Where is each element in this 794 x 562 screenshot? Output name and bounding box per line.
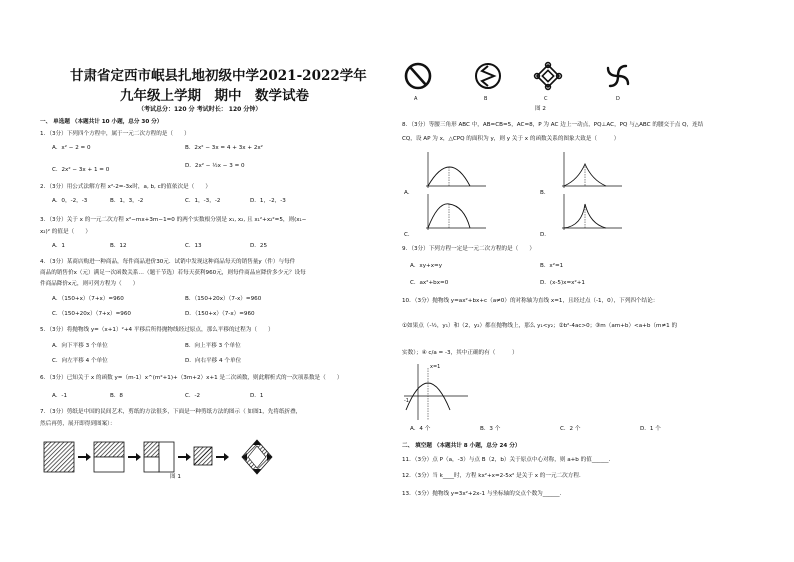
q2-option-b: B．1，3，-2	[110, 198, 144, 204]
question-10-cont-2: 实数）；④ c/a = -3，其中正确的有（ ）	[402, 350, 518, 356]
q9-option-a: A．xy+x=y	[410, 263, 443, 269]
q5-option-a: A．向下平移 3 个单位	[52, 343, 108, 349]
question-7-cont: 然后再剪，展开即得到图案）：	[40, 421, 116, 427]
fig2-label-a: A	[414, 96, 418, 102]
question-9: 9．（3分）下列方程一定是一元二次方程的是（ ）	[402, 246, 535, 252]
question-8: 8．（3分）等腰三角形 ABC 中，AB=CB=5，AC=8，P 为 AC 边上一动点，PQ⊥AC，PQ 与△ABC 的腰交于点 Q，连结	[402, 122, 704, 128]
question-3-cont: x₂)² 的值是（ ）	[40, 229, 91, 235]
question-2: 2．（3分）用公式法解方程 x²-2=-3x时，a, b, c的值依次是（ ）	[40, 184, 212, 190]
q10-parabola-graph	[402, 362, 472, 422]
q1-option-b: B．2x² − 3x = 4 + 3x + 2x²	[185, 145, 263, 151]
question-4-cont-2: 件商品降价x元，则可列方程为（ ）	[40, 281, 139, 287]
fig2-label-d: D	[616, 96, 620, 102]
question-10: 10．（3分）抛物线 y=ax²+bx+c（a≠0）的对称轴为直线 x=1，且经过点（-1，0），下列四个结论：	[402, 298, 659, 304]
title-line-1: 甘肃省定西市岷县扎地初级中学2021-2022学年	[70, 68, 367, 84]
q8-option-c: C．	[404, 232, 414, 238]
q10-option-a: A．4 个	[410, 426, 431, 432]
q2-option-a: A．0，-2，-3	[52, 198, 88, 204]
q6-option-c: C．-2	[185, 393, 201, 399]
figure-1-caption: 图 1	[170, 474, 181, 480]
question-11: 11．（3分）点 P（a，-3）与点 B（2，b）关于原点中心对称，则 a+b 的值______．	[402, 457, 615, 463]
q8-option-a: A．	[404, 190, 414, 196]
fig1-step2-half	[94, 442, 124, 457]
q8-option-b: B．	[540, 190, 550, 196]
question-7: 7．（3分）剪纸是中国的民间艺术，剪纸的方法很多，下面是一种剪纸方法的图示（ 如图1，先将纸折叠，	[40, 409, 302, 415]
fig2-label-b: B	[484, 96, 488, 102]
fig1-arrow-1	[78, 453, 91, 461]
fig1-arrow-2	[128, 453, 141, 461]
q5-option-d: D．向右平移 4 个单位	[185, 358, 242, 364]
q1-option-a: A．x² − 2 = 0	[52, 145, 91, 151]
q8-graph-c	[420, 192, 490, 232]
question-12: 12．（3分）当 k____时，方程 kx²+x=2-5x² 是关于 x 的一元二次方程．	[402, 473, 585, 479]
q8-graph-a	[420, 150, 490, 190]
fig2-symbol-c	[535, 63, 562, 90]
q10-option-b: B．3 个	[480, 426, 501, 432]
q9-option-b: B．x²=1	[540, 263, 564, 269]
q4-option-b: B．（150+20x）（7-x）=960	[185, 296, 262, 302]
q9-option-c: C．ax²+bx=0	[410, 280, 449, 286]
exam-info: （考试总分：120 分 考试时长： 120 分钟）	[138, 106, 262, 113]
q3-option-a: A．1	[52, 243, 65, 249]
q4-option-a: A．（150+x）（7+x）=960	[52, 296, 124, 302]
q6-option-d: D．1	[250, 393, 264, 399]
q10-axis-minus1: -1	[404, 398, 409, 404]
q4-option-d: D．（150+x）（7-x）=960	[185, 311, 255, 317]
question-1: 1．（3分）下列四个方程中，属于一元二次方程的是（ ）	[40, 131, 190, 137]
q1-option-d: D．2x² − ½x − 3 = 0	[185, 163, 245, 169]
question-4: 4．（3分）某商店购进一种商品，每件商品进价30元．试销中发现这种商品每天的销售量y（件）与每件	[40, 259, 296, 265]
q4-option-c: C．（150+20x）（7+x）=960	[52, 311, 131, 317]
question-5: 5．（3分）将抛物线 y=（x+1）²+4 平移后所得抛物线经过原点，那么平移的过程为（ ）	[40, 327, 274, 333]
q3-option-c: C．13	[185, 243, 202, 249]
q8-graph-d	[556, 192, 626, 232]
fig1-arrow-3	[178, 453, 191, 461]
figure-1-paper-cutting	[42, 438, 292, 478]
fig2-symbol-a	[406, 64, 430, 88]
q10-option-c: C．2 个	[560, 426, 581, 432]
q10-option-d: D．1 个	[640, 426, 661, 432]
question-10-cont-1: ①如果点（-½，y₁）和（2，y₂）都在抛物线上，那么 y₁<y₂；②b²-4ac>0；③m（am+b）<a+b（m≠1 的	[402, 323, 678, 329]
figure-2-caption: 图 2	[535, 106, 546, 112]
q2-option-c: C．1，-3，-2	[185, 198, 221, 204]
fig1-step3-quarter	[144, 442, 159, 457]
q9-option-d: D．(x-5)x=x²+1	[540, 280, 585, 286]
fig2-symbol-b	[476, 64, 500, 88]
fig2-symbol-d	[608, 66, 628, 86]
q1-option-c: C．2x² − 3x + 1 = 0	[52, 167, 110, 173]
question-3: 3．（3分）关于 x 的一元二次方程 x²−mx+3m−1=0 的两个实数根分别是 x₁, x₂, 且 x₁²+x₂²=5，则(x₁−	[40, 217, 307, 223]
q8-option-d: D．	[540, 232, 550, 238]
title-line-2: 九年级上学期 期中 数学试卷	[120, 88, 309, 104]
q2-option-d: D．1，-2，-3	[250, 198, 286, 204]
q3-option-b: B．12	[110, 243, 127, 249]
q8-graph-b	[556, 150, 626, 190]
section-2-heading: 二、 填空题 （本题共计 8 小题，总分 24 分）	[402, 443, 521, 449]
fig1-arrow-4	[216, 453, 229, 461]
section-1-heading: 一、 单选题 （本题共计 10 小题，总分 30 分）	[40, 119, 163, 125]
question-8-cont: CQ，设 AP 为 x，△CPQ 的面积为 y，则 y 关于 x 的函数关系的图象大致是（ ）	[402, 136, 620, 142]
fig2-label-c: C	[544, 96, 548, 102]
question-13: 13．（3分）抛物线 y=3x²+2x-1 与坐标轴的交点个数为______．	[402, 491, 566, 497]
q3-option-d: D．25	[250, 243, 268, 249]
q5-option-c: C．向左平移 4 个单位	[52, 358, 108, 364]
figure-2-symbols	[402, 62, 642, 106]
q6-option-b: B．8	[110, 393, 123, 399]
q5-option-b: B．向上平移 3 个单位	[185, 343, 241, 349]
q6-option-a: A．-1	[52, 393, 67, 399]
q10-axis-x1: x=1	[430, 364, 441, 370]
fig1-result-pattern	[242, 440, 272, 474]
question-6: 6．（3分）已知关于 x 的函数 y=（m-1）x^(m²+1)+（3m+2）x+1 是二次函数，则此解析式的一次项系数是（ ）	[40, 375, 343, 381]
fig1-step1-square	[44, 442, 74, 472]
question-4-cont-1: 商品的销售价x（元）满足一次函数关系…（题干节选）若每天获利960元，则每件商品应降价多少元？设每	[40, 270, 306, 276]
